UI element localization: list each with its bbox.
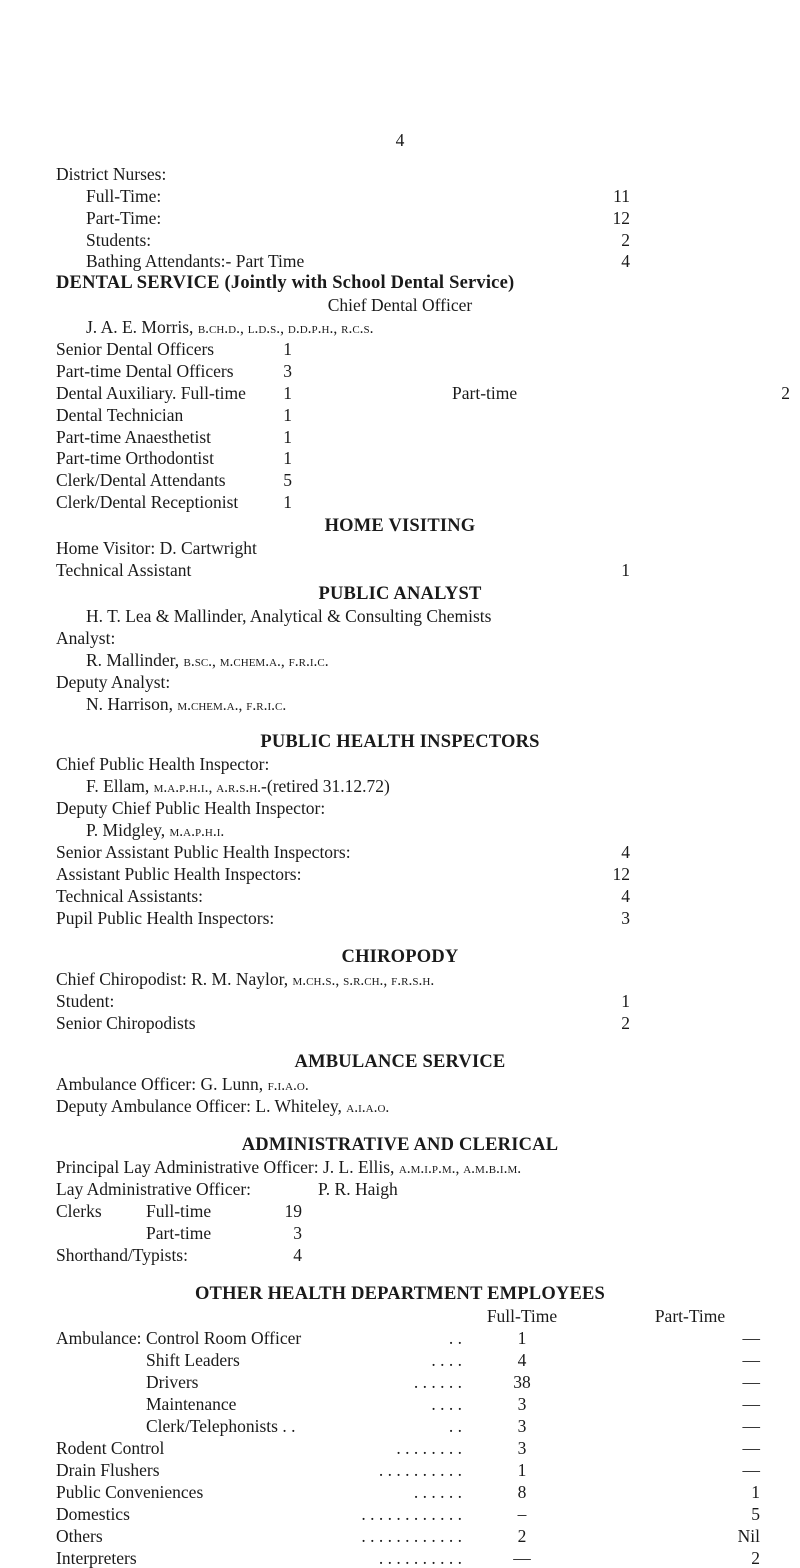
row-value: 3 <box>283 361 292 381</box>
dot-leader: . . . . . . . . . . <box>378 1548 462 1568</box>
row-value: 4 <box>621 886 630 906</box>
row-value: 2 <box>621 230 630 250</box>
chief-dental-officer <box>86 319 374 337</box>
row-value: 1 <box>283 405 292 425</box>
clerks-full-time-label: Full-time <box>146 1201 212 1221</box>
lay-officer-label: Lay Administrative Officer: <box>56 1179 252 1199</box>
row-label: Dental Technician <box>56 405 184 425</box>
row-label: Public Conveniences <box>56 1482 204 1502</box>
deputy-inspector-qualifications: m.a.p.h.i. <box>169 823 225 840</box>
row-value: 1 <box>283 427 292 447</box>
row-label: Rodent Control <box>56 1438 165 1458</box>
row-label: Part-time Dental Officers <box>56 361 234 381</box>
row-label: Senior Assistant Public Health Inspectors: <box>56 842 351 862</box>
full-time-value: 1 <box>517 1328 527 1348</box>
part-time-value: — <box>742 1394 760 1414</box>
row-label: Part-time Anaesthetist <box>56 427 212 447</box>
row-value: 1 <box>283 448 292 468</box>
section-heading: ADMINISTRATIVE AND CLERICAL <box>241 1135 559 1155</box>
full-time-value: — <box>513 1548 531 1568</box>
row-value: 1 <box>283 383 292 403</box>
deputy-inspector-name: P. Midgley, <box>86 820 166 840</box>
clerks-part-time-value: 3 <box>293 1223 302 1243</box>
section-heading: HOME VISITING <box>324 516 476 536</box>
full-time-value: 1 <box>517 1460 527 1480</box>
row-label: Student: <box>56 991 115 1011</box>
row-label: Assistant Public Health Inspectors: <box>56 864 302 884</box>
chief-inspector-note: -(retired 31.12.72) <box>261 776 390 796</box>
dot-leader: . . . . . . <box>413 1372 462 1392</box>
ambulance-officer-name: Ambulance Officer: G. Lunn, <box>56 1074 264 1094</box>
deputy-inspector-label: Deputy Chief Public Health Inspector: <box>56 798 326 818</box>
row-value: 11 <box>613 186 630 206</box>
full-time-value: 4 <box>517 1350 527 1370</box>
dot-leader: . . <box>448 1416 462 1436</box>
full-time-value: 8 <box>517 1482 527 1502</box>
analyst <box>86 652 329 670</box>
deputy-ambulance-officer-name: Deputy Ambulance Officer: L. Whiteley, <box>56 1096 342 1116</box>
row-value: 2 <box>621 1013 630 1033</box>
deputy-analyst <box>86 696 286 714</box>
part-time-label: Part-time <box>452 383 518 403</box>
section-heading: PUBLIC HEALTH INSPECTORS <box>260 732 540 752</box>
chief-inspector <box>86 778 390 796</box>
row-value: 5 <box>283 470 292 490</box>
row-value: 12 <box>612 864 630 884</box>
principal-officer-qualifications: a.m.i.p.m., a.m.b.i.m. <box>398 1160 522 1177</box>
row-value: 1 <box>283 339 292 359</box>
row-label: Part-time Orthodontist <box>56 448 214 468</box>
row-label: Interpreters <box>56 1548 137 1568</box>
deputy-analyst-name: N. Harrison, <box>86 694 173 714</box>
row-label: Clerk/Dental Receptionist <box>56 492 239 512</box>
column-header-full-time: Full-Time <box>486 1306 558 1326</box>
analyst-label: Analyst: <box>56 628 116 648</box>
officer-name: J. A. E. Morris, <box>86 317 194 337</box>
row-value: 1 <box>621 991 630 1011</box>
row-label: Others <box>56 1526 103 1546</box>
row-value: 1 <box>621 560 630 580</box>
row-label: Senior Dental Officers <box>56 339 215 359</box>
analyst-firm: H. T. Lea & Mallinder, Analytical & Consulting Chemists <box>86 606 492 626</box>
part-time-value: — <box>742 1416 760 1436</box>
column-header-part-time: Part-Time <box>654 1306 726 1326</box>
part-time-value: Nil <box>737 1526 760 1546</box>
row-value: 1 <box>283 492 292 512</box>
row-label: Senior Chiropodists <box>56 1013 196 1033</box>
chief-inspector-qualifications: m.a.p.h.i., a.r.s.h. <box>153 779 262 796</box>
full-time-value: – <box>517 1504 527 1524</box>
row-label: Drain Flushers <box>56 1460 160 1480</box>
row-label: Clerk/Telephonists . . <box>146 1416 296 1436</box>
part-time-value: — <box>742 1350 760 1370</box>
row-label: Clerk/Dental Attendants <box>56 470 226 490</box>
page-number: 4 <box>395 130 405 150</box>
full-time-value: 3 <box>517 1416 527 1436</box>
full-time-value: 38 <box>513 1372 531 1392</box>
row-label: Maintenance <box>146 1394 237 1414</box>
row-value: 4 <box>621 251 630 271</box>
row-label: Technical Assistant <box>56 560 192 580</box>
full-time-value: 3 <box>517 1438 527 1458</box>
home-visitor: Home Visitor: D. Cartwright <box>56 538 257 558</box>
chief-chiropodist-qualifications: m.ch.s., s.r.ch., f.r.s.h. <box>292 972 435 989</box>
deputy-ambulance-officer <box>56 1098 389 1116</box>
principal-officer <box>56 1159 521 1177</box>
part-time-value: — <box>742 1328 760 1348</box>
part-time-value: 2 <box>781 383 790 403</box>
row-label: Domestics <box>56 1504 130 1524</box>
chief-chiropodist <box>56 971 434 989</box>
dot-leader: . . <box>448 1328 462 1348</box>
row-label: Students: <box>86 230 152 250</box>
officer-qualifications: b.ch.d., l.d.s., d.d.p.h., r.c.s. <box>197 320 374 337</box>
typists-label: Shorthand/Typists: <box>56 1245 188 1265</box>
section-heading: District Nurses: <box>56 164 167 184</box>
dot-leader: . . . . . . . . . . <box>378 1460 462 1480</box>
typists-value: 4 <box>293 1245 302 1265</box>
full-time-value: 2 <box>517 1526 527 1546</box>
lay-officer-name: P. R. Haigh <box>318 1179 398 1199</box>
ambulance-group-label: Ambulance: <box>56 1328 142 1348</box>
analyst-name: R. Mallinder, <box>86 650 180 670</box>
ambulance-officer <box>56 1076 309 1094</box>
section-heading: PUBLIC ANALYST <box>318 584 482 604</box>
ambulance-officer-qualifications: f.i.a.o. <box>267 1077 309 1094</box>
dot-leader: . . . . . . . . <box>396 1438 462 1458</box>
row-label: Dental Auxiliary. Full-time <box>56 383 246 403</box>
section-heading: AMBULANCE SERVICE <box>294 1052 506 1072</box>
clerks-part-time-label: Part-time <box>146 1223 212 1243</box>
row-value: 4 <box>621 842 630 862</box>
part-time-value: 5 <box>751 1504 760 1524</box>
row-label: Drivers <box>146 1372 199 1392</box>
deputy-ambulance-officer-qualifications: a.i.a.o. <box>346 1099 390 1116</box>
dot-leader: . . . . <box>431 1350 462 1370</box>
row-value: 12 <box>612 208 630 228</box>
row-label: Technical Assistants: <box>56 886 204 906</box>
clerks-label: Clerks <box>56 1201 102 1221</box>
section-heading: DENTAL SERVICE (Jointly with School Dental Service) <box>56 273 515 293</box>
dot-leader: . . . . . . . . . . . . <box>361 1526 462 1546</box>
row-label: Control Room Officer <box>146 1328 302 1348</box>
row-label: Part-Time: <box>86 208 162 228</box>
principal-officer-name: Principal Lay Administrative Officer: J. L. Ellis, <box>56 1157 395 1177</box>
part-time-value: 1 <box>751 1482 760 1502</box>
part-time-value: — <box>742 1460 760 1480</box>
full-time-value: 3 <box>517 1394 527 1414</box>
clerks-full-time-value: 19 <box>284 1201 302 1221</box>
chief-inspector-label: Chief Public Health Inspector: <box>56 754 270 774</box>
chief-chiropodist-name: Chief Chiropodist: R. M. Naylor, <box>56 969 289 989</box>
deputy-analyst-label: Deputy Analyst: <box>56 672 171 692</box>
dot-leader: . . . . <box>431 1394 462 1414</box>
chief-inspector-name: F. Ellam, <box>86 776 150 796</box>
dot-leader: . . . . . . <box>413 1482 462 1502</box>
row-label: Full-Time: <box>86 186 162 206</box>
analyst-qualifications: b.sc., m.chem.a., f.r.i.c. <box>183 653 329 670</box>
section-heading: CHIROPODY <box>341 947 459 967</box>
part-time-value: 2 <box>751 1548 760 1568</box>
part-time-value: — <box>742 1372 760 1392</box>
row-label: Bathing Attendants:- Part Time <box>86 251 305 271</box>
row-value: 3 <box>621 908 630 928</box>
deputy-analyst-qualifications: m.chem.a., f.r.i.c. <box>177 697 287 714</box>
section-heading: OTHER HEALTH DEPARTMENT EMPLOYEES <box>194 1284 606 1304</box>
part-time-value: — <box>742 1438 760 1458</box>
dot-leader: . . . . . . . . . . . . <box>361 1504 462 1524</box>
row-label: Pupil Public Health Inspectors: <box>56 908 275 928</box>
section-subheading: Chief Dental Officer <box>327 295 473 315</box>
row-label: Shift Leaders <box>146 1350 240 1370</box>
deputy-inspector <box>86 822 224 840</box>
